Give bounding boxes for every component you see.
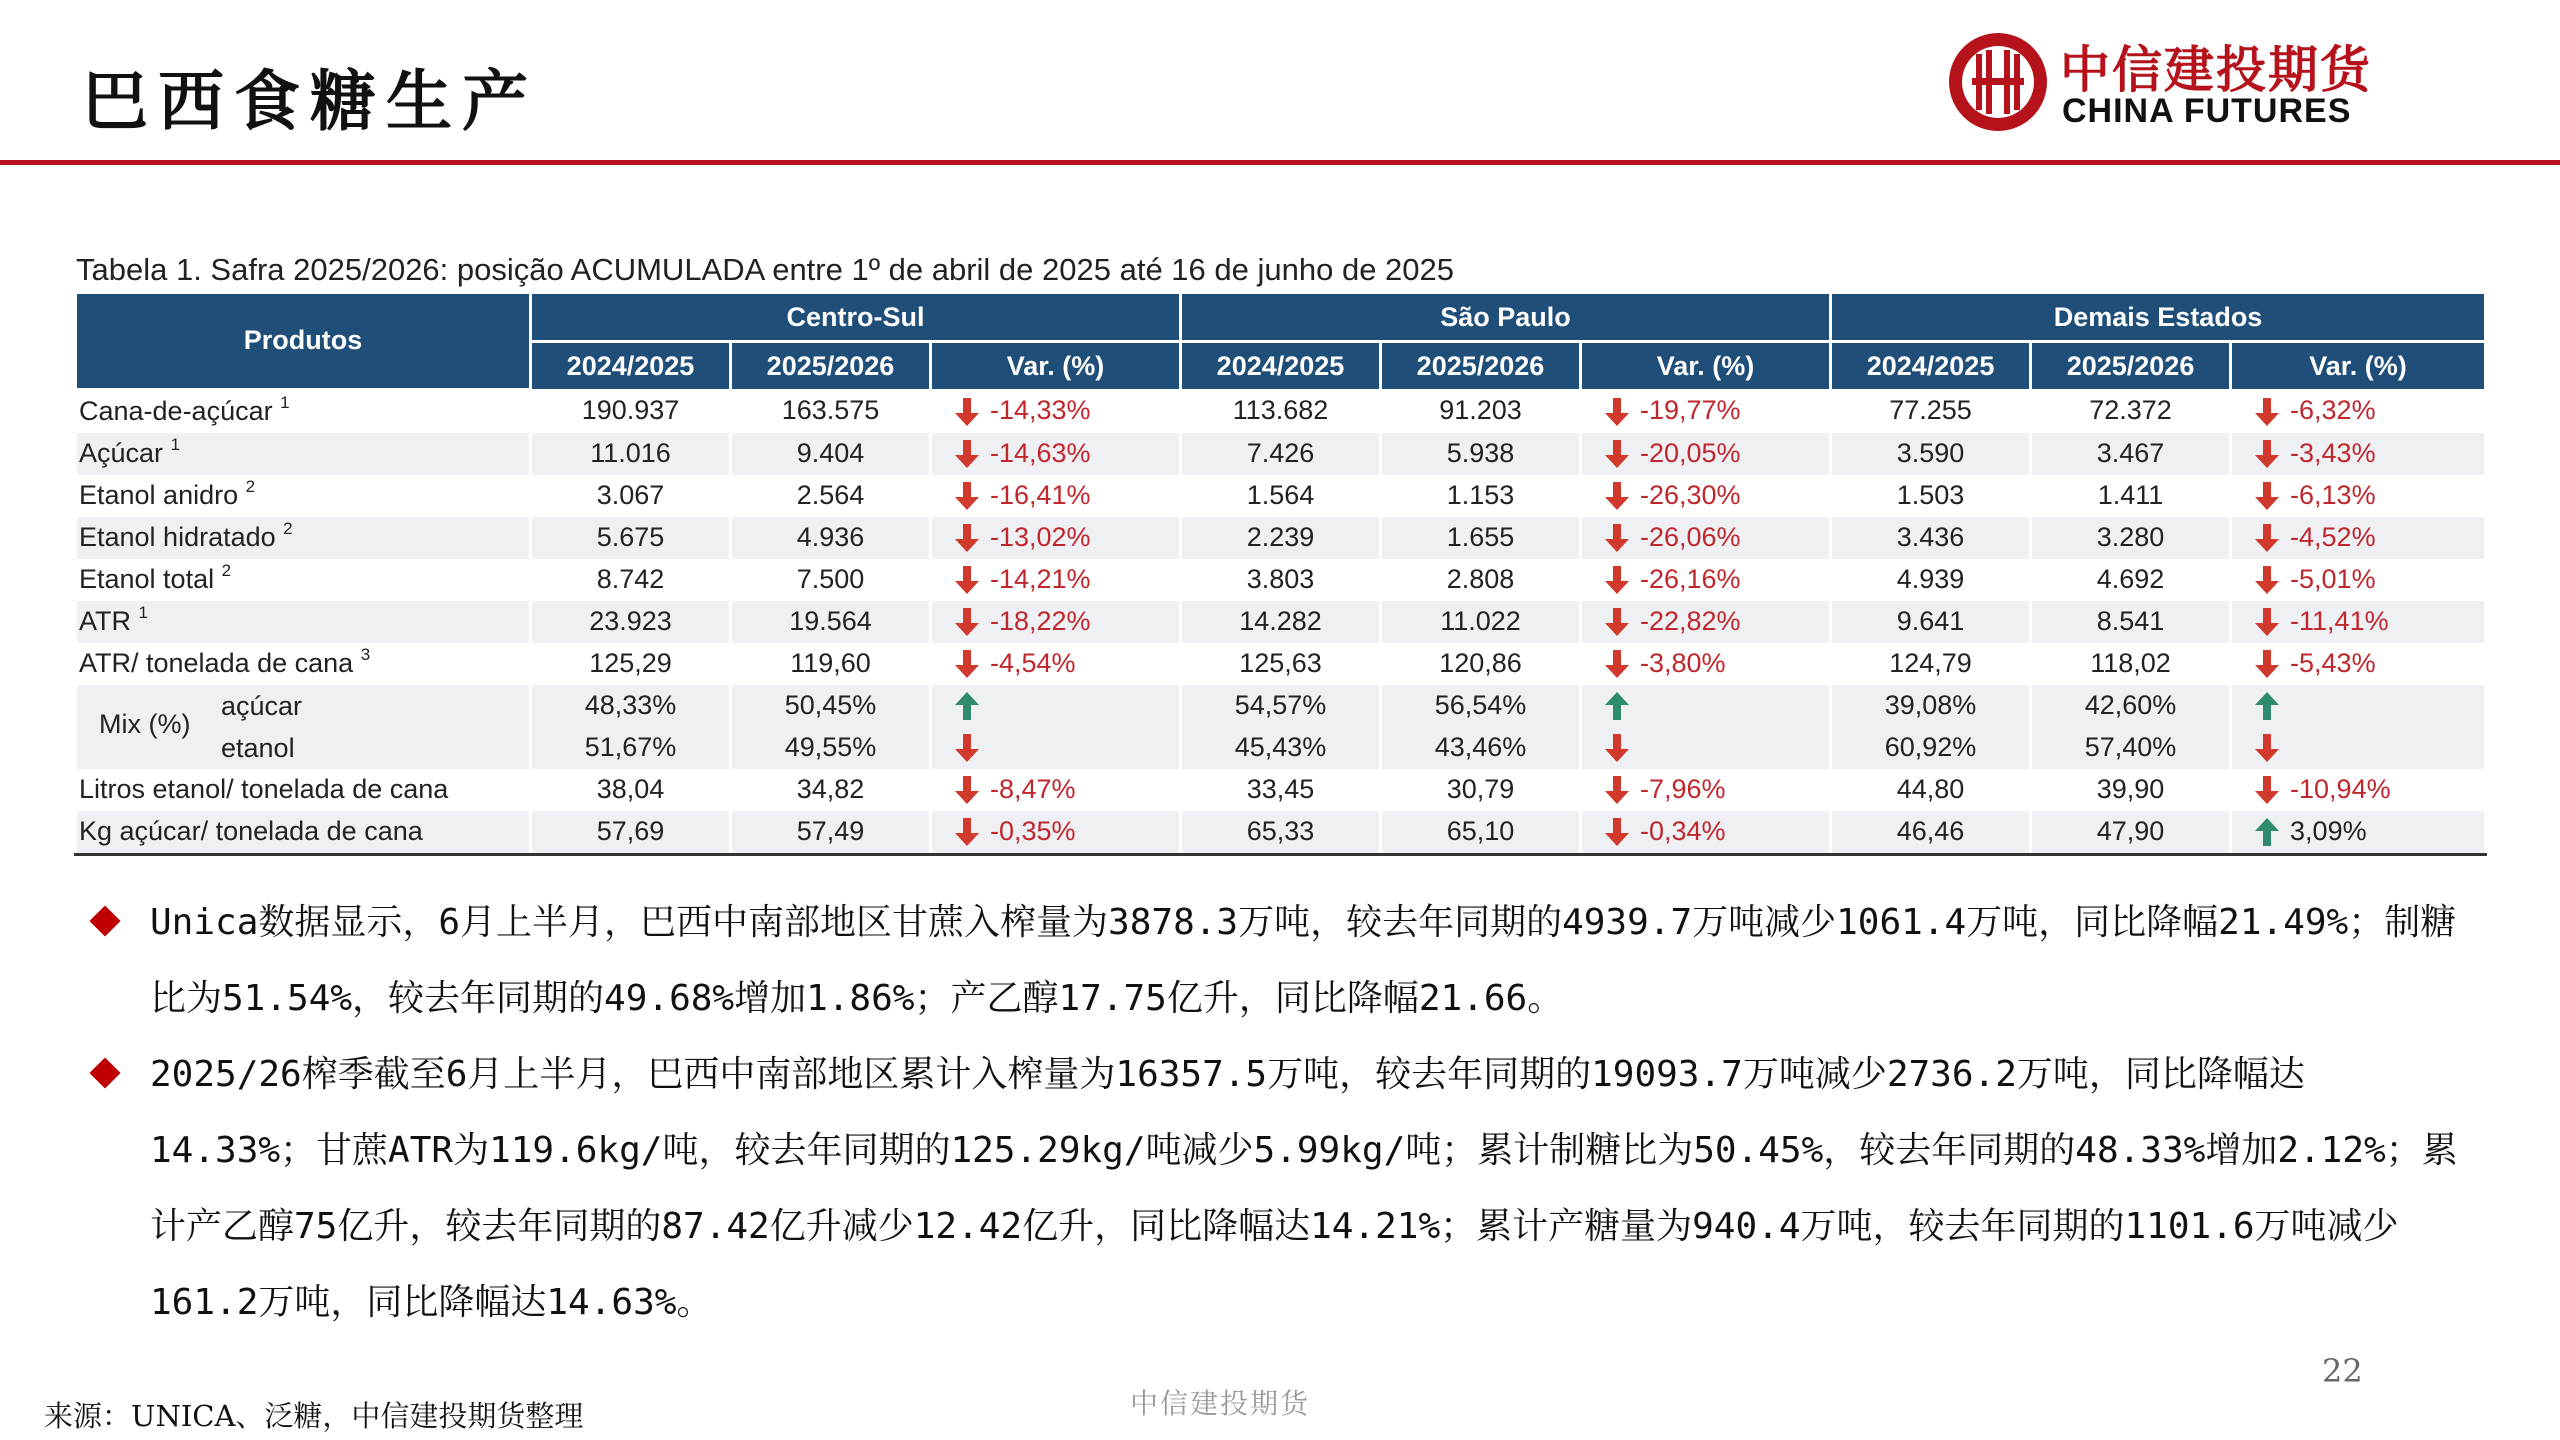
arrow-down-icon xyxy=(1604,607,1630,637)
cell-2024-2025: 190.937 xyxy=(531,389,731,433)
arrow-up-icon xyxy=(954,691,980,721)
subheader-2024: 2024/2025 xyxy=(531,342,731,390)
cell-2025-2026: 47,90 xyxy=(2031,811,2231,855)
subheader-var: Var. (%) xyxy=(1581,342,1831,390)
variation-value: -18,22% xyxy=(990,605,1091,636)
product-name: Kg açúcar/ tonelada de cana xyxy=(79,816,423,846)
product-name: ATR xyxy=(79,606,131,636)
variation-value: -20,05% xyxy=(1640,437,1741,468)
arrow-down-icon xyxy=(2254,775,2280,805)
product-label xyxy=(76,643,531,685)
variation-value: -3,43% xyxy=(2290,437,2376,468)
cell-2025-2026: 91.203 xyxy=(1381,389,1581,433)
product-name: Açúcar xyxy=(79,438,164,468)
variation-value: -26,06% xyxy=(1640,521,1741,552)
variation-value: -0,34% xyxy=(1640,815,1726,846)
product-name: ATR/ tonelada de cana xyxy=(79,648,354,678)
cell-2024-2025: 45,43% xyxy=(1181,727,1381,769)
table-row-mix xyxy=(76,685,2486,727)
product-label xyxy=(76,433,531,475)
subheader-2024: 2024/2025 xyxy=(1831,342,2031,390)
cell-2025-2026: 50,45% xyxy=(731,685,931,727)
variation-value: -6,32% xyxy=(2290,394,2376,425)
cell-2025-2026: 34,82 xyxy=(731,769,931,811)
variation-value: -7,96% xyxy=(1640,773,1726,804)
cell-variation xyxy=(1581,811,1831,855)
cell-2024-2025: 11.016 xyxy=(531,433,731,475)
page-title: 巴西食糖生产 xyxy=(82,62,538,140)
footnote-marker: 2 xyxy=(221,561,232,580)
cell-variation xyxy=(931,811,1181,855)
cell-2025-2026: 1.655 xyxy=(1381,517,1581,559)
cell-variation xyxy=(2231,433,2486,475)
table-row-mix xyxy=(76,727,2486,769)
cell-2025-2026: 19.564 xyxy=(731,601,931,643)
arrow-down-icon xyxy=(1604,439,1630,469)
cell-2024-2025: 125,29 xyxy=(531,643,731,685)
variation-value: -8,47% xyxy=(990,773,1076,804)
header-group-demais-estados: Demais Estados xyxy=(1831,294,2486,342)
cell-2024-2025: 57,69 xyxy=(531,811,731,855)
cell-2025-2026: 3.280 xyxy=(2031,517,2231,559)
header-divider xyxy=(0,160,2560,165)
arrow-down-icon xyxy=(2254,397,2280,427)
arrow-up-icon xyxy=(1604,691,1630,721)
cell-2025-2026: 11.022 xyxy=(1381,601,1581,643)
mix-sub-label: etanol xyxy=(221,732,295,763)
table-row xyxy=(76,769,2486,811)
cell-2024-2025: 9.641 xyxy=(1831,601,2031,643)
cell-2025-2026: 57,40% xyxy=(2031,727,2231,769)
cell-variation xyxy=(1581,517,1831,559)
cell-2025-2026: 49,55% xyxy=(731,727,931,769)
cell-2025-2026: 2.564 xyxy=(731,475,931,517)
footnote-marker: 2 xyxy=(245,477,256,496)
cell-variation xyxy=(1581,601,1831,643)
product-name: Etanol total xyxy=(79,564,215,594)
variation-value: -0,35% xyxy=(990,815,1076,846)
subheader-2025: 2025/2026 xyxy=(731,342,931,390)
arrow-down-icon xyxy=(2254,523,2280,553)
mix-label-cell xyxy=(76,727,531,769)
arrow-down-icon xyxy=(1604,649,1630,679)
page-number: 22 xyxy=(2322,1352,2363,1390)
cell-2025-2026: 4.692 xyxy=(2031,559,2231,601)
cell-2024-2025: 51,67% xyxy=(531,727,731,769)
arrow-down-icon xyxy=(1604,733,1630,763)
cell-2025-2026: 39,90 xyxy=(2031,769,2231,811)
cell-2024-2025: 23.923 xyxy=(531,601,731,643)
cell-2024-2025: 1.503 xyxy=(1831,475,2031,517)
subheader-2025: 2025/2026 xyxy=(1381,342,1581,390)
table-caption: Tabela 1. Safra 2025/2026: posição ACUMULADA entre 1º de abril de 2025 até 16 de junho de 2025 xyxy=(76,252,1455,287)
cell-2025-2026: 9.404 xyxy=(731,433,931,475)
variation-value: -4,52% xyxy=(2290,521,2376,552)
variation-value: -5,43% xyxy=(2290,647,2376,678)
cell-2025-2026: 7.500 xyxy=(731,559,931,601)
cell-2024-2025: 46,46 xyxy=(1831,811,2031,855)
variation-value: -26,30% xyxy=(1640,479,1741,510)
arrow-down-icon xyxy=(2254,607,2280,637)
production-table xyxy=(74,294,2487,856)
arrow-down-icon xyxy=(1604,523,1630,553)
cell-variation xyxy=(931,685,1181,727)
cell-2024-2025: 5.675 xyxy=(531,517,731,559)
cell-2024-2025: 4.939 xyxy=(1831,559,2031,601)
cell-variation xyxy=(2231,643,2486,685)
product-label xyxy=(76,517,531,559)
cell-2025-2026: 4.936 xyxy=(731,517,931,559)
variation-value: -4,54% xyxy=(990,647,1076,678)
mix-sub-label: açúcar xyxy=(221,690,303,721)
variation-value: -10,94% xyxy=(2290,773,2391,804)
product-label xyxy=(76,769,531,811)
cell-2025-2026: 57,49 xyxy=(731,811,931,855)
cell-variation xyxy=(931,475,1181,517)
arrow-down-icon xyxy=(2254,733,2280,763)
arrow-up-icon xyxy=(2254,817,2280,847)
mix-label-cell xyxy=(76,685,531,739)
cell-2024-2025: 125,63 xyxy=(1181,643,1381,685)
bullet-list xyxy=(90,885,2470,1341)
cell-variation xyxy=(931,517,1181,559)
cell-2024-2025: 113.682 xyxy=(1181,389,1381,433)
diamond-bullet-icon xyxy=(89,905,120,936)
cell-2024-2025: 3.067 xyxy=(531,475,731,517)
cell-variation xyxy=(2231,389,2486,433)
footnote-marker: 1 xyxy=(138,603,148,622)
cell-2025-2026: 65,10 xyxy=(1381,811,1581,855)
subheader-2025: 2025/2026 xyxy=(2031,342,2231,390)
product-label xyxy=(76,559,531,601)
arrow-down-icon xyxy=(1604,775,1630,805)
arrow-down-icon xyxy=(2254,649,2280,679)
cell-variation xyxy=(2231,559,2486,601)
arrow-down-icon xyxy=(1604,481,1630,511)
variation-value: -5,01% xyxy=(2290,563,2376,594)
cell-variation xyxy=(2231,685,2486,727)
cell-2024-2025: 44,80 xyxy=(1831,769,2031,811)
cell-2024-2025: 14.282 xyxy=(1181,601,1381,643)
cell-2025-2026: 3.467 xyxy=(2031,433,2231,475)
table-row xyxy=(76,811,2486,855)
arrow-down-icon xyxy=(954,565,980,595)
arrow-down-icon xyxy=(2254,565,2280,595)
cell-variation xyxy=(2231,811,2486,855)
cell-variation xyxy=(2231,475,2486,517)
bullet-text: 2025/26榨季截至6月上半月，巴西中南部地区累计入榨量为16357.5万吨，较去年同期的19093.7万吨减少2736.2万吨，同比降幅达14.33%；甘蔗ATR为119.6kg/吨，较去年同期的125.29kg/吨减少5.99kg/吨；累计制糖比为50.45%，较去年同期的48.33%增加2.12%；累计产乙醇75亿升，较去年同期的87.42亿升减少12.42亿升，同比降幅达14.21%；累计产糖量为940.4万吨，较去年同期的1101.6万吨减少161.2万吨，同比降幅达14.63%。 xyxy=(150,1054,2458,1323)
product-name: Etanol hidratado xyxy=(79,522,276,552)
arrow-down-icon xyxy=(954,481,980,511)
cell-variation xyxy=(931,769,1181,811)
product-name: Litros etanol/ tonelada de cana xyxy=(79,774,449,804)
header-group-centro-sul: Centro-Sul xyxy=(531,294,1181,342)
variation-value: -11,41% xyxy=(2290,605,2389,636)
subheader-var: Var. (%) xyxy=(931,342,1181,390)
subheader-var: Var. (%) xyxy=(2231,342,2486,390)
arrow-down-icon xyxy=(954,733,980,763)
cell-variation xyxy=(1581,643,1831,685)
cell-2024-2025: 60,92% xyxy=(1831,727,2031,769)
product-label xyxy=(76,389,531,433)
cell-2024-2025: 124,79 xyxy=(1831,643,2031,685)
cell-variation xyxy=(931,601,1181,643)
arrow-down-icon xyxy=(1604,817,1630,847)
footnote-marker: 1 xyxy=(170,435,181,454)
arrow-down-icon xyxy=(1604,397,1630,427)
cell-2025-2026: 72.372 xyxy=(2031,389,2231,433)
cell-2024-2025: 33,45 xyxy=(1181,769,1381,811)
footnote-marker: 3 xyxy=(360,645,371,664)
variation-value: -14,21% xyxy=(990,563,1091,594)
cell-2024-2025: 3.803 xyxy=(1181,559,1381,601)
table-row xyxy=(76,389,2486,433)
variation-value: 3,09% xyxy=(2290,815,2367,846)
arrow-down-icon xyxy=(954,649,980,679)
mix-label: Mix (%) xyxy=(99,708,191,739)
cell-variation xyxy=(1581,433,1831,475)
cell-variation xyxy=(1581,727,1831,769)
arrow-down-icon xyxy=(2254,439,2280,469)
variation-value: -26,16% xyxy=(1640,563,1741,594)
source-note: 来源：UNICA、泛糖，中信建投期货整理 xyxy=(44,1399,584,1433)
variation-value: -13,02% xyxy=(990,521,1091,552)
arrow-up-icon xyxy=(2254,691,2280,721)
table-row xyxy=(76,601,2486,643)
table-row xyxy=(76,643,2486,685)
cell-variation xyxy=(2231,517,2486,559)
cell-2025-2026: 1.153 xyxy=(1381,475,1581,517)
product-label xyxy=(76,475,531,517)
variation-value: -3,80% xyxy=(1640,647,1726,678)
cell-2025-2026: 8.541 xyxy=(2031,601,2231,643)
table-body xyxy=(76,389,2486,854)
cell-2025-2026: 163.575 xyxy=(731,389,931,433)
variation-value: -14,33% xyxy=(990,394,1091,425)
cell-2025-2026: 42,60% xyxy=(2031,685,2231,727)
footer-watermark: 中信建投期货 xyxy=(1130,1387,1311,1420)
cell-variation xyxy=(931,389,1181,433)
cell-2024-2025: 8.742 xyxy=(531,559,731,601)
cell-2025-2026: 56,54% xyxy=(1381,685,1581,727)
cell-2025-2026: 43,46% xyxy=(1381,727,1581,769)
arrow-down-icon xyxy=(954,523,980,553)
table-row xyxy=(76,517,2486,559)
cell-2024-2025: 48,33% xyxy=(531,685,731,727)
variation-value: -22,82% xyxy=(1640,605,1741,636)
diamond-bullet-icon xyxy=(89,1057,120,1088)
footnote-marker: 2 xyxy=(283,519,293,538)
table-row xyxy=(76,559,2486,601)
cell-2025-2026: 30,79 xyxy=(1381,769,1581,811)
header-group-sao-paulo: São Paulo xyxy=(1181,294,1831,342)
product-label xyxy=(76,601,531,643)
cell-variation xyxy=(1581,559,1831,601)
citic-logo-icon xyxy=(1946,30,2050,134)
bullet-item xyxy=(90,1037,2470,1341)
cell-variation xyxy=(931,643,1181,685)
cell-2024-2025: 2.239 xyxy=(1181,517,1381,559)
cell-2024-2025: 3.590 xyxy=(1831,433,2031,475)
table-row xyxy=(76,433,2486,475)
cell-variation xyxy=(1581,685,1831,727)
logo-chinese-text: 中信建投期货 xyxy=(2060,41,2372,99)
arrow-down-icon xyxy=(954,397,980,427)
table-row xyxy=(76,475,2486,517)
bullet-item xyxy=(90,885,2470,1037)
cell-2024-2025: 3.436 xyxy=(1831,517,2031,559)
variation-value: -19,77% xyxy=(1640,394,1741,425)
header-products: Produtos xyxy=(76,294,531,389)
cell-variation xyxy=(931,559,1181,601)
cell-variation xyxy=(931,727,1181,769)
arrow-down-icon xyxy=(954,439,980,469)
subheader-2024: 2024/2025 xyxy=(1181,342,1381,390)
arrow-down-icon xyxy=(2254,481,2280,511)
variation-value: -16,41% xyxy=(990,479,1091,510)
cell-variation xyxy=(2231,727,2486,769)
cell-2024-2025: 77.255 xyxy=(1831,389,2031,433)
cell-variation xyxy=(931,433,1181,475)
cell-2024-2025: 65,33 xyxy=(1181,811,1381,855)
cell-variation xyxy=(2231,601,2486,643)
cell-2025-2026: 2.808 xyxy=(1381,559,1581,601)
cell-variation xyxy=(1581,389,1831,433)
variation-value: -14,63% xyxy=(990,437,1091,468)
product-label xyxy=(76,811,531,855)
cell-variation xyxy=(2231,769,2486,811)
cell-variation xyxy=(1581,769,1831,811)
cell-2024-2025: 1.564 xyxy=(1181,475,1381,517)
footnote-marker: 1 xyxy=(280,393,290,412)
cell-2025-2026: 119,60 xyxy=(731,643,931,685)
arrow-down-icon xyxy=(1604,565,1630,595)
cell-2024-2025: 7.426 xyxy=(1181,433,1381,475)
bullet-text: Unica数据显示，6月上半月，巴西中南部地区甘蔗入榨量为3878.3万吨，较去年同期的4939.7万吨减少1061.4万吨，同比降幅21.49%；制糖比为51.54%，较去年同期的49.68%增加1.86%；产乙醇17.75亿升，同比降幅21.66。 xyxy=(150,902,2457,1019)
cell-2024-2025: 39,08% xyxy=(1831,685,2031,727)
product-name: Etanol anidro xyxy=(79,480,239,510)
cell-2024-2025: 54,57% xyxy=(1181,685,1381,727)
arrow-down-icon xyxy=(954,775,980,805)
company-logo xyxy=(1946,30,2516,138)
variation-value: -6,13% xyxy=(2290,479,2376,510)
cell-2025-2026: 1.411 xyxy=(2031,475,2231,517)
arrow-down-icon xyxy=(954,607,980,637)
arrow-down-icon xyxy=(954,817,980,847)
cell-2025-2026: 118,02 xyxy=(2031,643,2231,685)
cell-variation xyxy=(1581,475,1831,517)
cell-2024-2025: 38,04 xyxy=(531,769,731,811)
product-name: Cana-de-açúcar xyxy=(79,396,273,426)
cell-2025-2026: 5.938 xyxy=(1381,433,1581,475)
cell-2025-2026: 120,86 xyxy=(1381,643,1581,685)
logo-english-text: CHINA FUTURES xyxy=(2062,92,2352,130)
